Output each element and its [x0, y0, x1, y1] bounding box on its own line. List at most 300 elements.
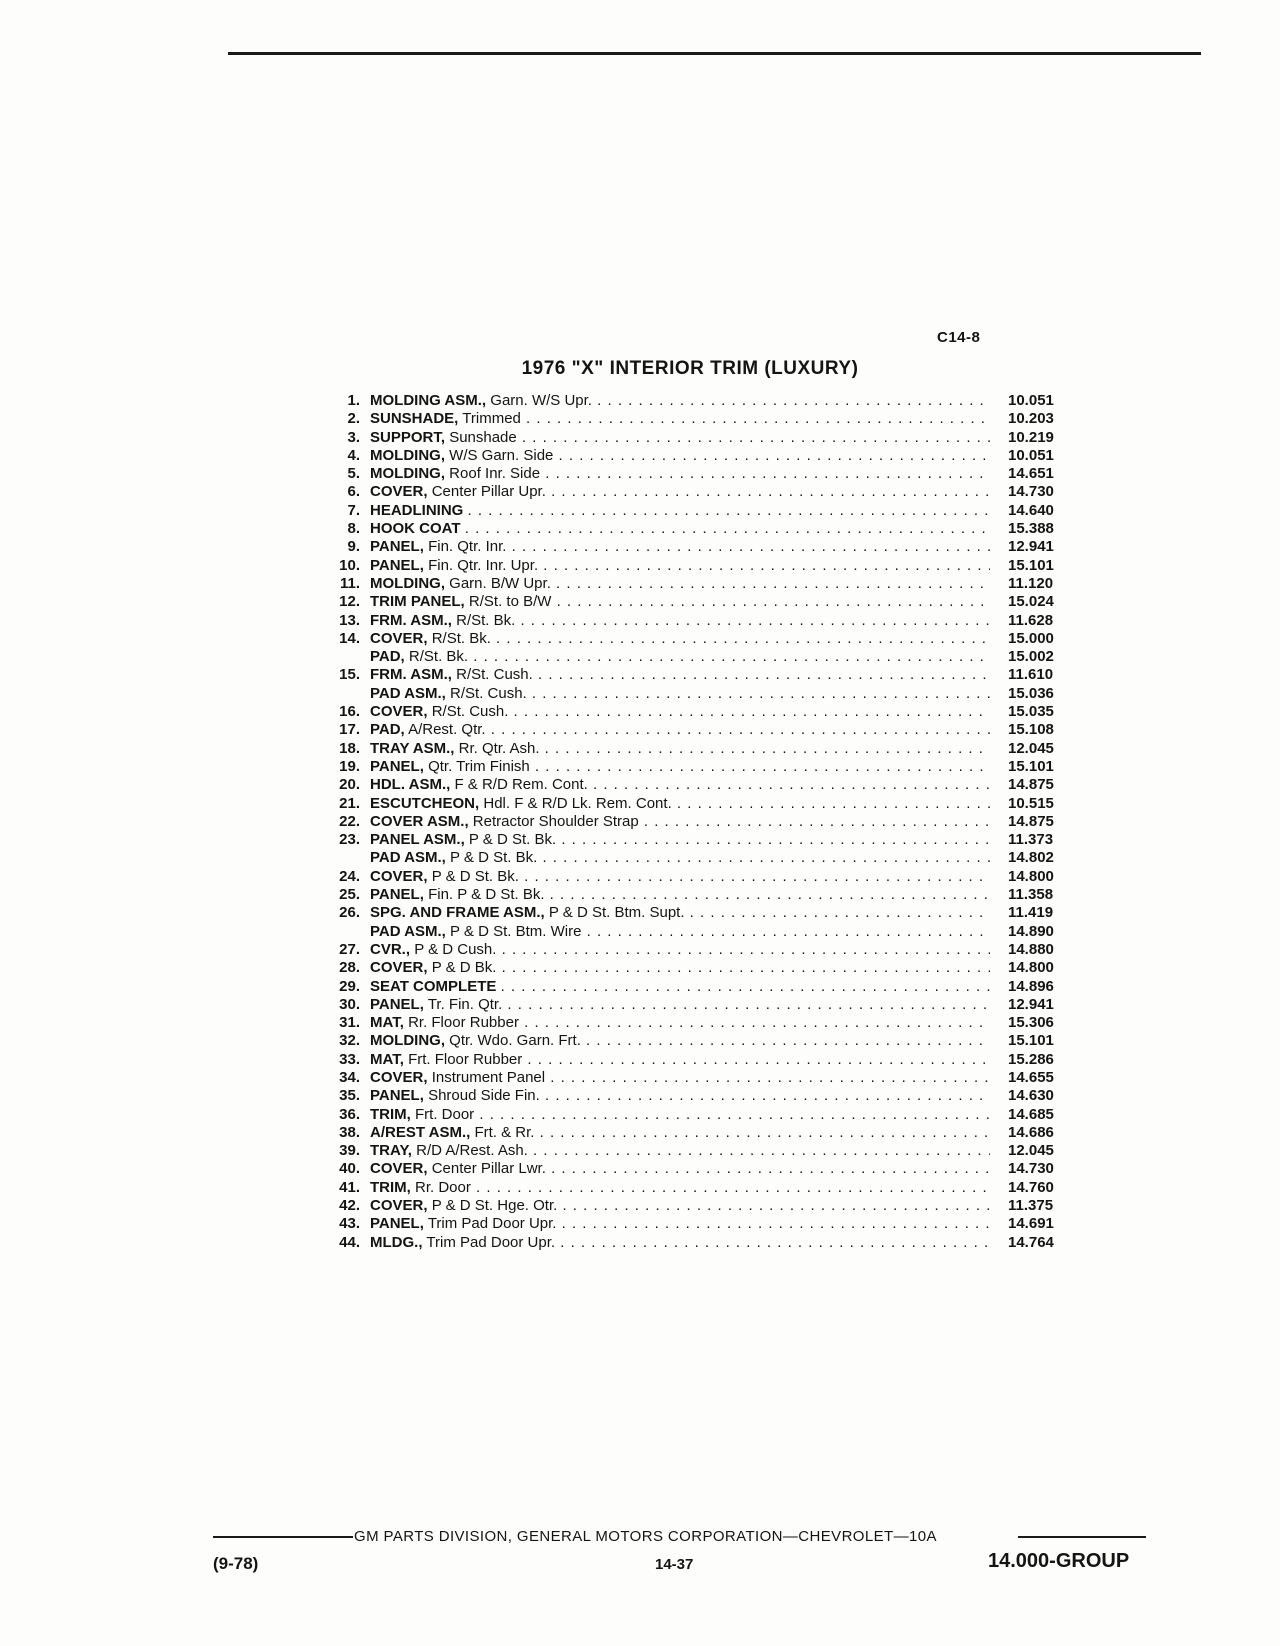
item-value: 11.358	[1008, 886, 1054, 904]
item-name: PAD,	[370, 721, 405, 739]
item-name: PANEL,	[370, 995, 424, 1013]
item-description	[370, 978, 990, 996]
parts-row	[320, 520, 1080, 538]
item-number: 33.	[339, 1050, 360, 1068]
item-detail: Rr. Door	[415, 1178, 471, 1196]
item-leader	[370, 1032, 990, 1050]
item-leader	[370, 593, 990, 611]
parts-row	[320, 795, 1080, 813]
item-leader	[370, 520, 990, 538]
item-leader	[370, 1014, 990, 1032]
item-leader	[370, 1215, 990, 1233]
item-detail: P & D St. Hge. Otr.	[431, 1197, 558, 1215]
item-number: 43.	[339, 1215, 360, 1233]
item-name: MOLDING,	[370, 574, 445, 592]
item-description	[370, 959, 990, 977]
item-description	[370, 923, 990, 941]
item-leader	[370, 740, 990, 758]
item-name: TRAY,	[370, 1142, 412, 1160]
item-number: 23.	[339, 831, 360, 849]
item-number: 27.	[339, 940, 360, 958]
parts-row	[320, 740, 1080, 758]
parts-row	[320, 1106, 1080, 1124]
item-number: 38.	[339, 1123, 360, 1141]
parts-row	[320, 612, 1080, 630]
page-title: 1976 "X" INTERIOR TRIM (LUXURY)	[521, 358, 859, 379]
item-name: MAT,	[370, 1050, 404, 1068]
item-description	[370, 502, 990, 520]
parts-row	[320, 648, 1080, 666]
item-name: HDL. ASM.,	[370, 776, 451, 794]
item-value: 10.515	[1008, 794, 1054, 812]
top-rule	[228, 52, 1201, 55]
item-description	[370, 465, 990, 483]
item-description	[370, 1124, 990, 1142]
item-detail: Retractor Shoulder Strap	[472, 812, 639, 830]
item-description	[370, 1051, 990, 1069]
item-leader	[370, 1087, 990, 1105]
item-description	[370, 410, 990, 428]
item-value: 12.941	[1008, 995, 1054, 1013]
item-value: 14.764	[1008, 1233, 1054, 1251]
item-description	[370, 648, 990, 666]
item-leader	[370, 941, 990, 959]
item-description	[370, 721, 990, 739]
item-name: COVER,	[370, 867, 428, 885]
item-name: PANEL,	[370, 1215, 424, 1233]
item-leader	[370, 1160, 990, 1178]
item-detail: Trim Pad Door Upr.	[427, 1215, 557, 1233]
footer-rule-right	[1018, 1536, 1146, 1538]
parts-row	[320, 575, 1080, 593]
item-leader	[370, 502, 990, 520]
item-value: 11.373	[1008, 831, 1054, 849]
item-detail: R/St. Cush.	[456, 666, 533, 684]
item-description	[370, 941, 990, 959]
item-detail: P & D St. Bk.	[431, 867, 519, 885]
item-description	[370, 685, 990, 703]
item-name: PANEL,	[370, 757, 424, 775]
item-leader	[370, 465, 990, 483]
item-description	[370, 1106, 990, 1124]
item-number: 25.	[339, 886, 360, 904]
item-value: 12.045	[1008, 739, 1054, 757]
item-name: MOLDING ASM.,	[370, 392, 487, 409]
parts-row	[320, 483, 1080, 501]
item-description	[370, 538, 990, 556]
item-number: 13.	[339, 611, 360, 629]
item-description	[370, 1197, 990, 1215]
item-detail: R/St. to B/W	[468, 593, 552, 611]
item-detail: R/D A/Rest. Ash.	[416, 1142, 528, 1160]
item-name: A/REST ASM.,	[370, 1123, 471, 1141]
item-description	[370, 630, 990, 648]
item-detail: Qtr. Wdo. Garn. Frt.	[449, 1032, 581, 1050]
item-number: 11.	[339, 574, 360, 592]
parts-row	[320, 1124, 1080, 1142]
item-number: 31.	[339, 1014, 360, 1032]
item-detail: Garn. W/S Upr.	[490, 392, 592, 409]
item-value: 11.375	[1008, 1197, 1054, 1215]
item-detail: Trim Pad Door Upr.	[426, 1233, 556, 1251]
item-detail: Instrument Panel	[431, 1068, 546, 1086]
item-description	[370, 1142, 990, 1160]
item-value: 11.419	[1008, 904, 1054, 922]
item-detail: P & D St. Btm. Supt.	[548, 904, 685, 922]
item-description	[370, 593, 990, 611]
item-name: SPG. AND FRAME ASM.,	[370, 904, 545, 922]
item-name: PAD ASM.,	[370, 684, 446, 702]
item-leader	[370, 429, 990, 447]
item-value: 14.760	[1008, 1178, 1054, 1196]
page-code: C14-8	[937, 329, 981, 346]
item-leader	[370, 996, 990, 1014]
item-value: 15.388	[1008, 520, 1054, 538]
item-value: 12.045	[1008, 1142, 1054, 1160]
parts-row	[320, 502, 1080, 520]
item-value: 15.035	[1008, 703, 1054, 721]
parts-row	[320, 923, 1080, 941]
item-number: 21.	[339, 794, 360, 812]
item-name: TRIM,	[370, 1105, 411, 1123]
item-description	[370, 813, 990, 831]
item-description	[370, 1014, 990, 1032]
parts-row	[320, 959, 1080, 977]
parts-row	[320, 410, 1080, 428]
item-description	[370, 740, 990, 758]
item-detail: Rr. Qtr. Ash.	[458, 739, 540, 757]
item-description	[370, 447, 990, 465]
parts-row	[320, 1014, 1080, 1032]
item-value: 14.802	[1008, 849, 1054, 867]
item-number: 34.	[339, 1068, 360, 1086]
item-leader	[370, 758, 990, 776]
item-name: COVER ASM.,	[370, 812, 469, 830]
item-name: ESCUTCHEON,	[370, 794, 480, 812]
item-number: 10.	[339, 556, 360, 574]
item-value: 15.002	[1008, 648, 1054, 666]
parts-row	[320, 849, 1080, 867]
item-name: MOLDING,	[370, 446, 445, 464]
item-name: COVER,	[370, 629, 428, 647]
item-number: 19.	[339, 757, 360, 775]
item-detail: R/St. Cush.	[431, 703, 509, 721]
item-leader	[370, 648, 990, 666]
item-detail: A/Rest. Qtr.	[408, 721, 486, 739]
item-description	[370, 849, 990, 867]
parts-row	[320, 978, 1080, 996]
item-number: 12.	[339, 593, 360, 611]
item-detail: Frt. & Rr.	[474, 1123, 535, 1141]
item-name: PANEL,	[370, 556, 424, 574]
parts-row	[320, 703, 1080, 721]
parts-row	[320, 886, 1080, 904]
item-name: MOLDING,	[370, 465, 445, 483]
item-leader	[370, 904, 990, 922]
item-name: COVER,	[370, 703, 428, 721]
item-name: SEAT COMPLETE	[370, 977, 497, 995]
item-description	[370, 666, 990, 684]
item-value: 11.120	[1008, 574, 1054, 592]
item-leader	[370, 1106, 990, 1124]
item-name: MAT,	[370, 1014, 404, 1032]
item-leader	[370, 410, 990, 428]
item-leader	[370, 831, 990, 849]
item-number: 32.	[339, 1032, 360, 1050]
item-name: PANEL ASM.,	[370, 831, 465, 849]
item-value: 14.890	[1008, 922, 1054, 940]
item-detail: R/St. Cush.	[450, 684, 527, 702]
parts-row	[320, 465, 1080, 483]
item-leader	[370, 776, 990, 794]
item-value: 14.896	[1008, 977, 1054, 995]
item-leader	[370, 795, 990, 813]
item-detail: W/S Garn. Side	[449, 446, 554, 464]
item-description	[370, 1215, 990, 1233]
item-detail: Sunshade	[449, 428, 517, 446]
item-name: MLDG.,	[370, 1233, 423, 1251]
item-name: FRM. ASM.,	[370, 611, 452, 629]
item-leader	[370, 703, 990, 721]
item-value: 14.640	[1008, 501, 1054, 519]
item-name: COVER,	[370, 959, 428, 977]
item-value: 10.051	[1008, 446, 1054, 464]
footer-page-number: 14-37	[655, 1556, 694, 1573]
item-leader	[370, 1179, 990, 1197]
item-name: TRIM PANEL,	[370, 593, 465, 611]
parts-row	[320, 1032, 1080, 1050]
item-detail: Rr. Floor Rubber	[408, 1014, 519, 1032]
item-number: 22.	[339, 812, 360, 830]
parts-row	[320, 429, 1080, 447]
parts-row	[320, 1087, 1080, 1105]
item-leader	[370, 483, 990, 501]
parts-row	[320, 447, 1080, 465]
item-leader	[370, 1124, 990, 1142]
item-leader	[370, 959, 990, 977]
footer-publisher: GM PARTS DIVISION, GENERAL MOTORS CORPORATION—CHEVROLET—10A	[354, 1528, 937, 1545]
item-value: 14.630	[1008, 1087, 1054, 1105]
item-leader	[370, 575, 990, 593]
parts-row	[320, 721, 1080, 739]
item-number: 16.	[339, 703, 360, 721]
item-leader	[370, 849, 990, 867]
item-value: 14.880	[1008, 940, 1054, 958]
item-detail: P & D Bk.	[431, 959, 497, 977]
item-description	[370, 703, 990, 721]
item-detail: Garn. B/W Upr.	[449, 574, 551, 592]
item-description	[370, 575, 990, 593]
footer-date: (9-78)	[213, 1554, 259, 1573]
footer-group: 14.000-GROUP	[988, 1550, 1130, 1572]
item-value: 14.800	[1008, 959, 1054, 977]
item-number: 5.	[347, 465, 360, 483]
item-detail: Tr. Fin. Qtr.	[427, 995, 503, 1013]
item-number: 36.	[339, 1105, 360, 1123]
item-leader	[370, 666, 990, 684]
item-value: 11.610	[1008, 666, 1054, 684]
item-value: 14.685	[1008, 1105, 1054, 1123]
item-description	[370, 429, 990, 447]
item-value: 15.101	[1008, 757, 1054, 775]
item-detail: R/St. Bk.	[431, 629, 491, 647]
item-detail: Fin. Qtr. Inr. Upr.	[428, 556, 539, 574]
parts-row	[320, 1069, 1080, 1087]
item-detail: Center Pillar Lwr.	[431, 1160, 546, 1178]
item-number: 30.	[339, 995, 360, 1013]
parts-row	[320, 1197, 1080, 1215]
parts-row	[320, 1142, 1080, 1160]
item-leader	[370, 612, 990, 630]
parts-row	[320, 392, 1080, 410]
item-number: 24.	[339, 867, 360, 885]
item-detail: Hdl. F & R/D Lk. Rem. Cont.	[483, 794, 672, 812]
item-value: 14.651	[1008, 465, 1054, 483]
item-description	[370, 868, 990, 886]
item-number: 9.	[347, 538, 360, 556]
item-name: PAD ASM.,	[370, 849, 446, 867]
item-name: PANEL,	[370, 538, 424, 556]
parts-row	[320, 630, 1080, 648]
item-leader	[370, 1069, 990, 1087]
item-number: 42.	[339, 1197, 360, 1215]
parts-row	[320, 1160, 1080, 1178]
item-leader	[370, 721, 990, 739]
item-description	[370, 996, 990, 1014]
item-description	[370, 520, 990, 538]
item-name: FRM. ASM.,	[370, 666, 452, 684]
parts-row	[320, 941, 1080, 959]
item-name: CVR.,	[370, 940, 411, 958]
item-value: 15.000	[1008, 629, 1054, 647]
parts-row	[320, 1051, 1080, 1069]
item-leader	[370, 886, 990, 904]
item-number: 3.	[347, 428, 360, 446]
item-value: 15.024	[1008, 593, 1054, 611]
item-value: 15.286	[1008, 1050, 1054, 1068]
item-detail: P & D St. Bk.	[450, 849, 538, 867]
item-name: MOLDING,	[370, 1032, 445, 1050]
parts-row	[320, 776, 1080, 794]
item-name: SUNSHADE,	[370, 410, 459, 428]
item-number: 15.	[339, 666, 360, 684]
parts-row	[320, 904, 1080, 922]
item-number: 6.	[347, 483, 360, 501]
item-description	[370, 483, 990, 501]
item-value: 10.219	[1008, 428, 1054, 446]
footer-rule-left	[213, 1536, 353, 1538]
item-value: 11.628	[1008, 611, 1054, 629]
item-leader	[370, 868, 990, 886]
item-detail: R/St. Bk.	[408, 648, 469, 666]
parts-row	[320, 758, 1080, 776]
item-number: 2.	[347, 410, 360, 428]
parts-row	[320, 813, 1080, 831]
item-name: PANEL,	[370, 1087, 424, 1105]
item-description	[370, 1160, 990, 1178]
item-number: 17.	[339, 721, 360, 739]
item-description	[370, 1069, 990, 1087]
item-name: SUPPORT,	[370, 428, 446, 446]
parts-row	[320, 996, 1080, 1014]
item-description	[370, 1032, 990, 1050]
parts-list	[320, 392, 1080, 1252]
parts-row	[320, 593, 1080, 611]
item-value: 10.051	[1008, 392, 1054, 409]
item-leader	[370, 1142, 990, 1160]
item-leader	[370, 1197, 990, 1215]
item-number: 20.	[339, 776, 360, 794]
item-value: 14.875	[1008, 812, 1054, 830]
item-detail: Frt. Door	[415, 1105, 475, 1123]
item-description	[370, 1179, 990, 1197]
item-name: COVER,	[370, 483, 428, 501]
item-number: 1.	[347, 392, 360, 409]
item-number: 35.	[339, 1087, 360, 1105]
parts-row	[320, 1215, 1080, 1233]
item-value: 15.108	[1008, 721, 1054, 739]
item-detail: F & R/D Rem. Cont.	[454, 776, 588, 794]
parts-row	[320, 1234, 1080, 1252]
item-name: HOOK COAT	[370, 520, 461, 538]
item-detail: Qtr. Trim Finish	[428, 757, 530, 775]
item-number: 18.	[339, 739, 360, 757]
item-description	[370, 795, 990, 813]
parts-row	[320, 666, 1080, 684]
item-value: 10.203	[1008, 410, 1054, 428]
item-description	[370, 1087, 990, 1105]
item-detail: Shroud Side Fin.	[428, 1087, 540, 1105]
item-number: 14.	[339, 629, 360, 647]
parts-row	[320, 685, 1080, 703]
parts-row	[320, 557, 1080, 575]
item-detail: Fin. P & D St. Bk.	[428, 886, 545, 904]
item-number: 39.	[339, 1142, 360, 1160]
item-description	[370, 904, 990, 922]
parts-row	[320, 1179, 1080, 1197]
item-detail: P & D Cush.	[414, 940, 497, 958]
item-value: 15.101	[1008, 556, 1054, 574]
item-leader	[370, 813, 990, 831]
item-name: HEADLINING	[370, 501, 464, 519]
item-description	[370, 776, 990, 794]
item-number: 4.	[347, 446, 360, 464]
item-number: 8.	[347, 520, 360, 538]
item-value: 14.730	[1008, 483, 1054, 501]
item-description	[370, 557, 990, 575]
item-name: PAD,	[370, 648, 405, 666]
item-leader	[370, 392, 990, 410]
parts-row	[320, 868, 1080, 886]
parts-row	[320, 538, 1080, 556]
item-value: 15.306	[1008, 1014, 1054, 1032]
item-name: COVER,	[370, 1197, 428, 1215]
item-name: COVER,	[370, 1068, 428, 1086]
item-detail: Roof Inr. Side	[449, 465, 541, 483]
item-detail: P & D St. Btm. Wire	[450, 922, 582, 940]
item-leader	[370, 1051, 990, 1069]
item-leader	[370, 538, 990, 556]
item-number: 7.	[347, 501, 360, 519]
item-leader	[370, 978, 990, 996]
item-detail: P & D St. Bk.	[468, 831, 557, 849]
item-detail: Frt. Floor Rubber	[408, 1050, 523, 1068]
item-value: 14.691	[1008, 1215, 1054, 1233]
item-description	[370, 612, 990, 630]
item-number: 41.	[339, 1178, 360, 1196]
item-detail: Fin. Qtr. Inr.	[428, 538, 507, 556]
item-value: 12.941	[1008, 538, 1054, 556]
